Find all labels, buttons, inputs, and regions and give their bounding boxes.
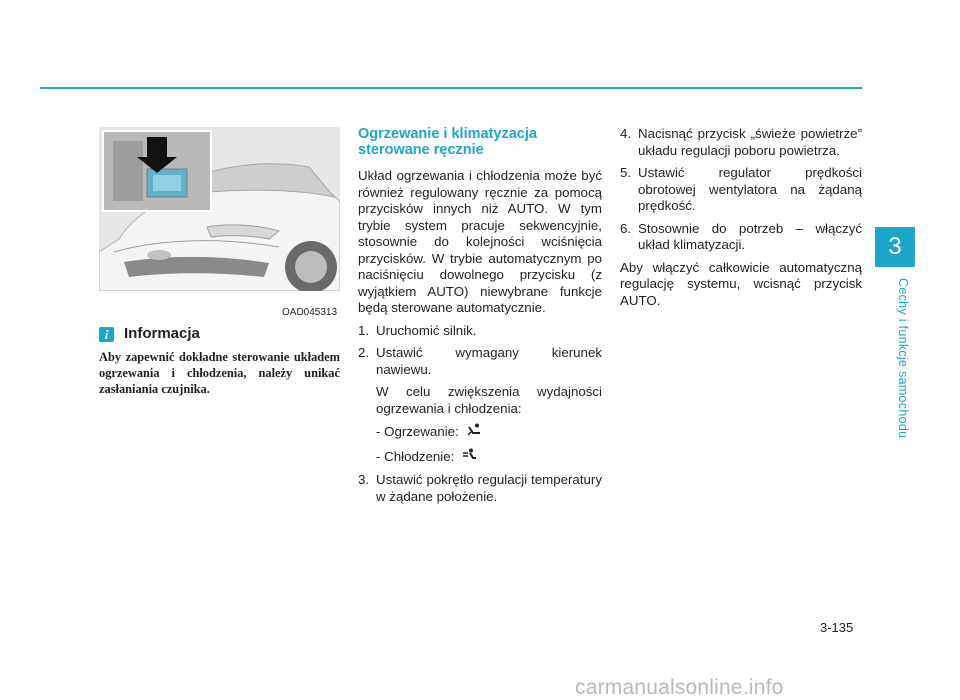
- info-icon: i: [99, 327, 114, 342]
- step-item: [358, 345, 602, 378]
- chapter-tab: 3: [875, 227, 915, 267]
- step-number: 5.: [620, 165, 632, 180]
- step-number: 3.: [358, 472, 370, 487]
- section-heading: Ogrzewanie i klimatyzacja sterowane ręcznie: [358, 126, 537, 158]
- step-number: 2.: [358, 345, 370, 360]
- manual-section-column: [358, 126, 602, 511]
- page-number: 3-135: [820, 620, 854, 635]
- step-text: Stosownie do potrzeb – włączyć układ klimatyzacji.: [638, 220, 862, 252]
- step-text: Nacisnąć przycisk „świeże powietrze” układu regulacji poboru powietrza.: [638, 126, 862, 158]
- section-outro: Aby włączyć całkowicie automatyczną regulację systemu, wcisnąć przycisk AUTO.: [620, 259, 862, 308]
- car-sensor-illustration: [99, 127, 340, 291]
- step-item: [620, 221, 862, 254]
- header-rule: [40, 87, 862, 89]
- step-number: 4.: [620, 126, 632, 141]
- chapter-title: Cechy i funkcje samochodu: [896, 278, 910, 439]
- face-airflow-icon: [462, 448, 478, 467]
- section-intro: Układ ogrzewania i chłodzenia może być również regulowany ręcznie za pomocą przycisków innych niż AUTO. W tym trybie system pracuje sekwencyjnie, stosownie do kolejności wciśnięcia przycisków. W trybie automatycznym po naciśnięciu dowolnego przycisku (z wyjątkiem AUTO) niewybrane funkcje będą sterowane automatycznie.: [358, 168, 602, 315]
- step-text: Ustawić pokrętło regulacji temperatury w żądane położenie.: [376, 472, 602, 504]
- manual-section-column-right: [620, 126, 862, 315]
- step-number: 1.: [358, 322, 370, 338]
- step-text: Ustawić wymagany kierunek nawiewu.: [376, 345, 602, 377]
- step-text: Ustawić regulator prędkości obrotowej wentylatora na żądaną prędkość.: [638, 165, 862, 213]
- step-item: [358, 323, 602, 340]
- heating-label: - Ogrzewanie:: [376, 423, 459, 439]
- step-text: Uruchomić silnik.: [376, 322, 477, 338]
- floor-airflow-icon: [466, 423, 482, 442]
- step-item: [358, 472, 602, 505]
- figure-code: OAD045313: [282, 307, 338, 318]
- heating-mode-line: [358, 423, 602, 442]
- watermark: carmanualsonline.info: [575, 676, 784, 699]
- cooling-label: - Chłodzenie:: [376, 448, 455, 464]
- step-sub-note: W celu zwiększenia wydajności ogrzewania i chłodzenia:: [376, 384, 602, 416]
- step-item: [620, 165, 862, 215]
- info-text: Aby zapewnić dokładne sterowanie układem ogrzewania i chłodzenia, należy unikać zasłaniania czujnika.: [99, 350, 340, 396]
- step-item: [620, 126, 862, 159]
- cooling-mode-line: [358, 448, 602, 467]
- step-number: 6.: [620, 220, 632, 236]
- info-title: Informacja: [124, 325, 200, 342]
